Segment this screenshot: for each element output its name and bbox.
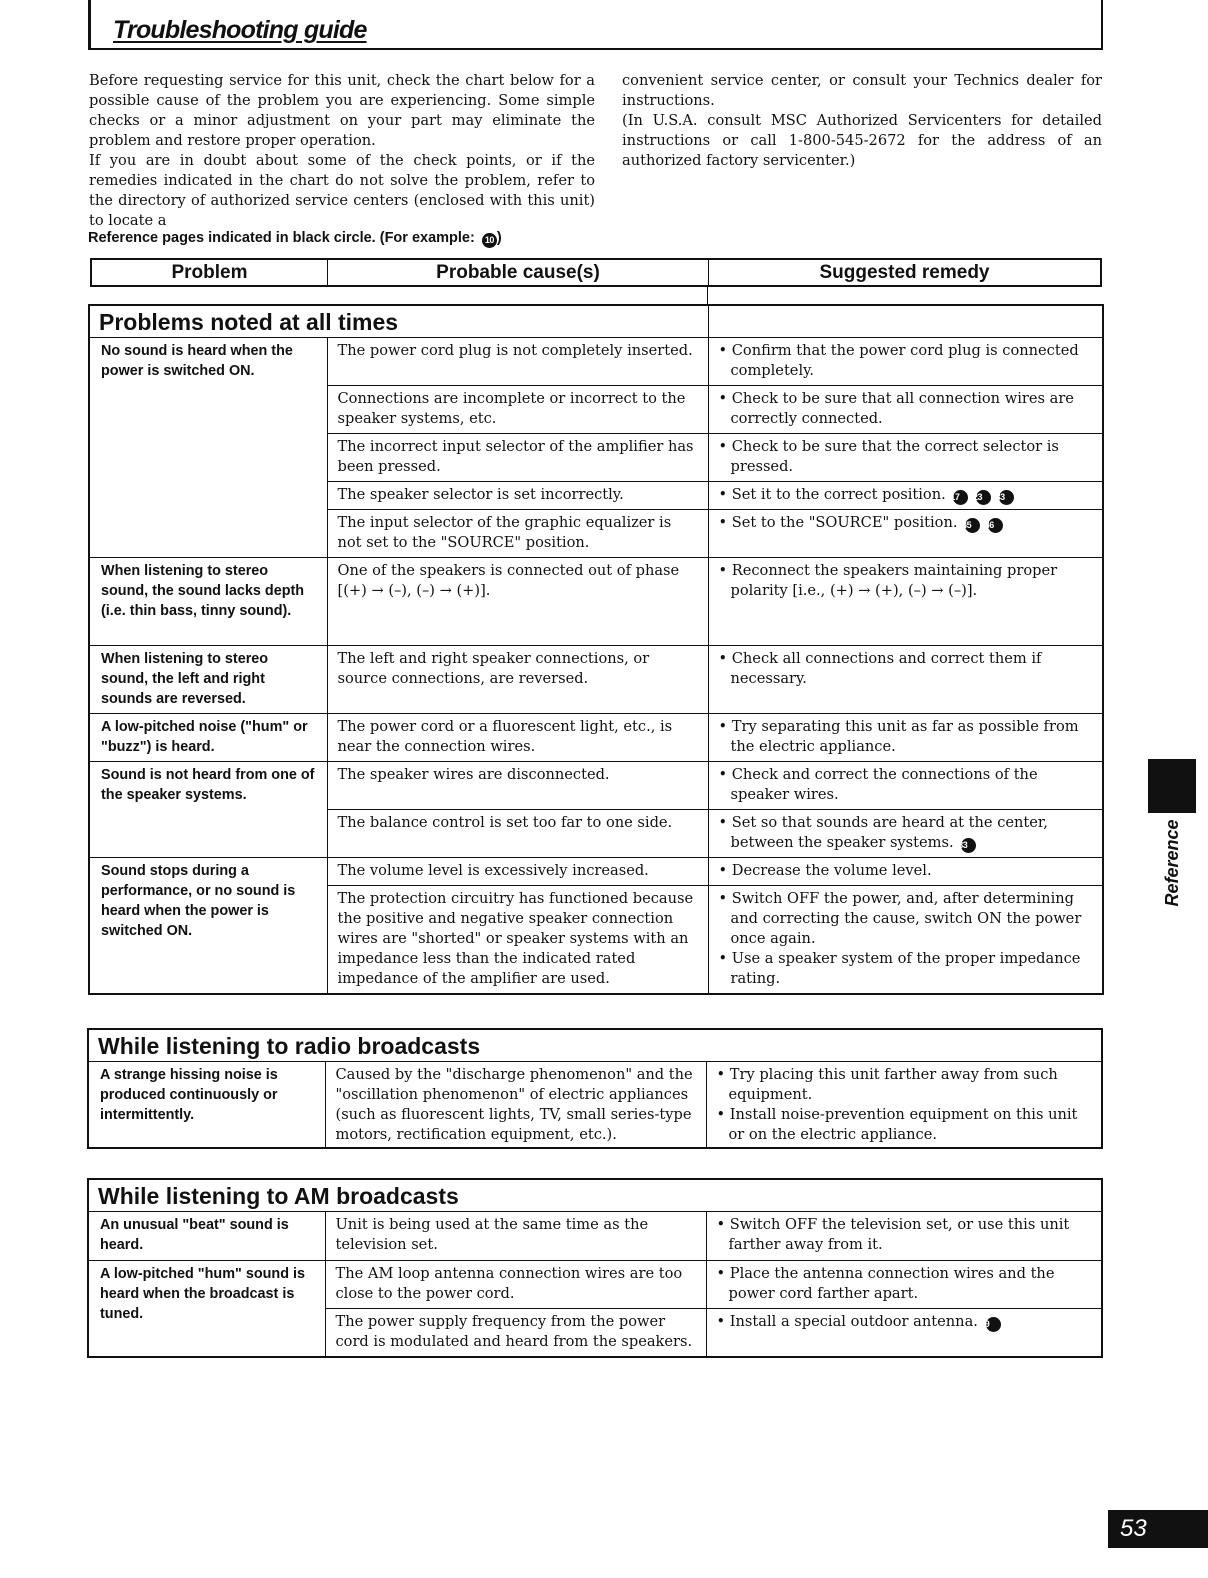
- page-number-box: [1108, 1510, 1208, 1548]
- remedy-item: • Switch OFF the television set, or use this unit farther away from it.: [716, 1216, 1070, 1253]
- remedy-item: • Set to the "SOURCE" position. 45 46: [719, 513, 1093, 533]
- table-row: [89, 646, 1103, 714]
- column-header-problem: Problem: [92, 260, 328, 285]
- cause-cell: The power supply frequency from the power cord is modulated and heard from the speakers.: [325, 1309, 706, 1357]
- remedy-item: • Check to be sure that all connection wires are correctly connected.: [718, 390, 1074, 427]
- problem-cell: Sound is not heard from one of the speaker systems.: [89, 762, 327, 858]
- table-row: [89, 338, 1103, 386]
- cause-cell: The AM loop antenna connection wires are too close to the power cord.: [325, 1261, 706, 1309]
- cause-cell: The incorrect input selector of the amplifier has been pressed.: [327, 434, 708, 482]
- reference-circle-icon: 17: [953, 490, 968, 505]
- cause-cell: The power cord or a fluorescent light, etc., is near the connection wires.: [327, 714, 708, 762]
- remedy-item: • Try placing this unit farther away from such equipment.: [716, 1066, 1058, 1103]
- intro-paragraph: Before requesting service for this unit, check the chart below for a possible cause of the problem you are experiencing. Some simple checks or a minor adjustment on your part may eliminate the problem and restore proper operation.: [89, 72, 595, 149]
- problem-cell: No sound is heard when the power is switched ON.: [89, 338, 327, 558]
- page-number: 53: [1120, 1515, 1147, 1542]
- remedy-item: • Set it to the correct position. 17 23 33: [719, 485, 1093, 505]
- cause-cell: Caused by the "discharge phenomenon" and the "oscillation phenomenon" of electric appliances (such as fluorescent lights, TV, small series-type motors, rectification equipment, etc.).: [325, 1062, 706, 1149]
- intro-paragraph: If you are in doubt about some of the check points, or if the remedies indicated in the chart do not solve the problem, refer to the directory of authorized service centers (enclosed with this unit) to locate a: [89, 152, 595, 229]
- cause-cell: Connections are incomplete or incorrect to the speaker systems, etc.: [327, 386, 708, 434]
- section-title: While listening to AM broadcasts: [88, 1179, 1102, 1212]
- remedy-item: • Install noise-prevention equipment on this unit or on the electric appliance.: [716, 1106, 1078, 1143]
- remedy-item: • Decrease the volume level.: [718, 862, 932, 879]
- cause-cell: The speaker selector is set incorrectly.: [327, 482, 708, 510]
- problem-cell: When listening to stereo sound, the left and right sounds are reversed.: [89, 646, 327, 714]
- cause-cell: The balance control is set too far to one side.: [327, 810, 708, 858]
- table-row: [88, 1062, 1102, 1149]
- problem-cell: An unusual "beat" sound is heard.: [88, 1212, 325, 1261]
- problem-cell: Sound stops during a performance, or no sound is heard when the power is switched ON.: [89, 858, 327, 994]
- remedy-item: • Switch OFF the power, and, after determining and correcting the cause, switch ON the power once again.: [718, 890, 1082, 947]
- cause-cell: The power cord plug is not completely inserted.: [327, 338, 708, 386]
- table-row: [89, 714, 1103, 762]
- section-header-row: [88, 1029, 1102, 1062]
- cause-cell: One of the speakers is connected out of phase [(+) → (–), (–) → (+)].: [327, 558, 708, 646]
- section-header-row: [89, 305, 1103, 338]
- reference-note: Reference pages indicated in black circle. (For example: 10 ): [88, 230, 502, 246]
- side-tab-label: Reference: [1162, 819, 1182, 907]
- reference-circle-icon: 33: [961, 838, 976, 853]
- reference-circle-icon: 9: [986, 1317, 1001, 1332]
- remedy-item: • Check all connections and correct them if necessary.: [718, 650, 1042, 687]
- cause-cell: The speaker wires are disconnected.: [327, 762, 708, 810]
- remedy-item: • Place the antenna connection wires and the power cord farther apart.: [716, 1265, 1055, 1302]
- divider: [707, 287, 708, 305]
- column-header-row: [90, 258, 1102, 287]
- problem-cell: A strange hissing noise is produced continuously or intermittently.: [88, 1062, 325, 1149]
- table-am-broadcasts: [87, 1178, 1103, 1358]
- title-bar: [88, 0, 1103, 50]
- section-title: While listening to radio broadcasts: [88, 1029, 1102, 1062]
- remedy-item: • Check to be sure that the correct selector is pressed.: [718, 438, 1059, 475]
- remedy-item: • Try separating this unit as far as possible from the electric appliance.: [718, 718, 1079, 755]
- page-title: Troubleshooting guide: [113, 16, 367, 44]
- remedy-item: • Check and correct the connections of the speaker wires.: [718, 766, 1038, 803]
- table-problems-all-times: [88, 304, 1104, 995]
- intro-right-column: [622, 71, 1102, 171]
- intro-paragraph: (In U.S.A. consult MSC Authorized Servicenters for detailed instructions or call 1-800-545-2672 for the address of an authorized factory servicenter.): [622, 112, 1102, 169]
- cause-cell: The volume level is excessively increased.: [327, 858, 708, 886]
- remedy-item: • Use a speaker system of the proper impedance rating.: [718, 950, 1081, 987]
- reference-circle-icon: 23: [976, 490, 991, 505]
- cause-cell: The left and right speaker connections, or source connections, are reversed.: [327, 646, 708, 714]
- remedy-item: • Install a special outdoor antenna. 9: [717, 1312, 1092, 1332]
- reference-circle-icon: 45: [965, 518, 980, 533]
- table-row: [89, 762, 1103, 810]
- table-row: [89, 858, 1103, 886]
- cause-cell: Unit is being used at the same time as the television set.: [325, 1212, 706, 1261]
- column-header-cause: Probable cause(s): [328, 260, 709, 285]
- remedy-item: • Set so that sounds are heard at the center, between the speaker systems. 33: [718, 814, 1048, 851]
- remedy-item: • Reconnect the speakers maintaining proper polarity [i.e., (+) → (+), (–) → (–)].: [718, 562, 1058, 599]
- problem-cell: A low-pitched noise ("hum" or "buzz") is heard.: [89, 714, 327, 762]
- section-header-row: [88, 1179, 1102, 1212]
- reference-circle-icon: 10: [482, 233, 497, 248]
- section-title: Problems noted at all times: [89, 305, 708, 338]
- column-header-remedy: Suggested remedy: [819, 262, 990, 283]
- problem-cell: When listening to stereo sound, the sound lacks depth (i.e. thin bass, tinny sound).: [89, 558, 327, 646]
- problem-cell: A low-pitched "hum" sound is heard when the broadcast is tuned.: [88, 1261, 325, 1357]
- table-row: [89, 558, 1103, 646]
- intro-paragraph: convenient service center, or consult your Technics dealer for instructions.: [622, 72, 1102, 109]
- table-row: [88, 1212, 1102, 1261]
- table-radio-broadcasts: [87, 1028, 1103, 1149]
- cause-cell: The protection circuitry has functioned because the positive and negative speaker connection wires are "shorted" or speaker systems with an impedance less than the indicated rated impedance of the amplifier are used.: [327, 886, 708, 994]
- reference-circle-icon: 33: [999, 490, 1014, 505]
- cause-cell: The input selector of the graphic equalizer is not set to the "SOURCE" position.: [327, 510, 708, 558]
- intro-left-column: [89, 71, 595, 231]
- table-row: [88, 1261, 1102, 1309]
- reference-circle-icon: 46: [988, 518, 1003, 533]
- remedy-item: • Confirm that the power cord plug is connected completely.: [718, 342, 1079, 379]
